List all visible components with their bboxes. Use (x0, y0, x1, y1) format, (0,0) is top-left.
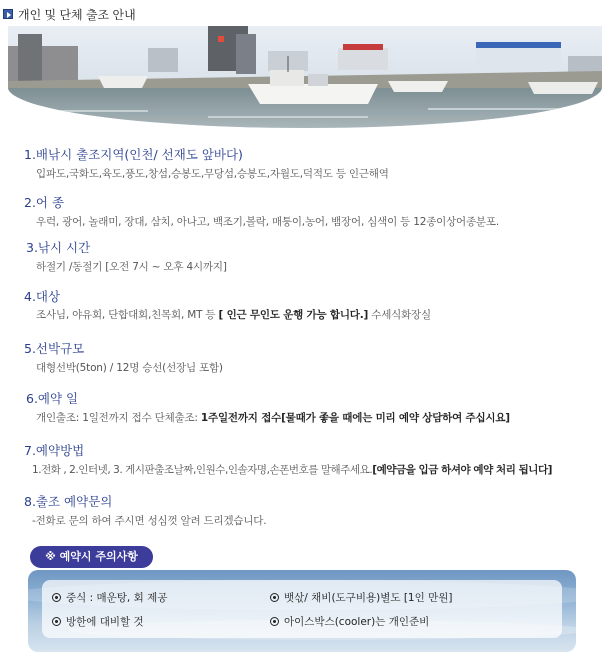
bullet-circle-icon (270, 593, 279, 602)
section-heading: 8.출조 예약문의 (24, 494, 113, 509)
section-text-emphasis: 1주일전까지 접수[물때가 좋을 때에는 미리 예약 상담하여 주십시요] (200, 412, 510, 424)
section-text (36, 410, 510, 425)
section-text-part: 조사님, 야유회, 단합대회,친목회, MT 등 (36, 309, 219, 321)
section-text: -전화로 문의 하여 주시면 성심껏 알려 드리겠습니다. (32, 515, 267, 527)
section-heading: 1.배낚시 출조지역(인천/ 선재도 앞바다) (24, 147, 243, 162)
section-heading: 4.대상 (24, 289, 61, 304)
arrow-bullet-icon (3, 9, 13, 19)
notice-item-text: 방한에 대비할 것 (66, 616, 144, 628)
section-text: 대형선박(5ton) / 12명 승선(선장님 포함) (36, 362, 223, 374)
notice-item-text: 뱃삯/ 채비(도구비용)별도 [1인 만원] (284, 592, 453, 604)
notice-item (52, 614, 144, 629)
section-text-emphasis: [예약금을 입금 하셔야 예약 처리 됩니다] (372, 464, 553, 476)
notice-item-text: 중식 : 매운탕, 회 제공 (66, 592, 168, 604)
notice-tab: ※ 예약시 주의사항 (30, 546, 153, 568)
page-header (0, 0, 610, 28)
notice-item (52, 590, 167, 605)
section-heading: 2.어 종 (24, 195, 65, 210)
section-text-part: 1.전화 , 2.인터넷, 3. 게시판출조날짜,인원수,인솔자명,손폰번호를 말해주세요. (32, 464, 373, 476)
section-text (36, 307, 431, 322)
notice-box (28, 570, 576, 652)
section-text: 하절기 /동절기 [오전 7시 ~ 오후 4시까지] (36, 261, 227, 273)
section-heading: 6.예약 일 (26, 391, 79, 406)
section-text (32, 462, 552, 477)
notice-item (270, 590, 452, 605)
bullet-circle-icon (52, 593, 61, 602)
section-heading: 7.예약방법 (24, 443, 85, 458)
section-heading: 3.낚시 시간 (26, 240, 91, 255)
section-text: 입파도,국화도,육도,풍도,창섬,승봉도,무당섬,승봉도,자월도,덕적도 등 인근해역 (36, 168, 389, 180)
notice-item-text: 아이스박스(cooler)는 개인준비 (284, 616, 430, 628)
bullet-circle-icon (52, 617, 61, 626)
notice-panel (42, 580, 562, 638)
bullet-circle-icon (270, 617, 279, 626)
notice-item (270, 614, 429, 629)
section-text-part: 수세식화장실 (368, 309, 431, 321)
page-title: 개인 및 단체 출조 안내 (18, 8, 136, 22)
harbor-photo (8, 26, 602, 128)
section-text-part: 개인출조: 1일전까지 접수 단체출조: (36, 412, 201, 424)
section-heading: 5.선박규모 (24, 341, 85, 356)
section-text-emphasis: [ 인근 무인도 운행 가능 합니다.] (218, 309, 369, 321)
section-text: 우럭, 광어, 놀래미, 장대, 삼치, 아나고, 백조기,볼락, 매퉁이,농어, 뱀장어, 심색이 등 12종이상어종분포. (36, 216, 499, 228)
